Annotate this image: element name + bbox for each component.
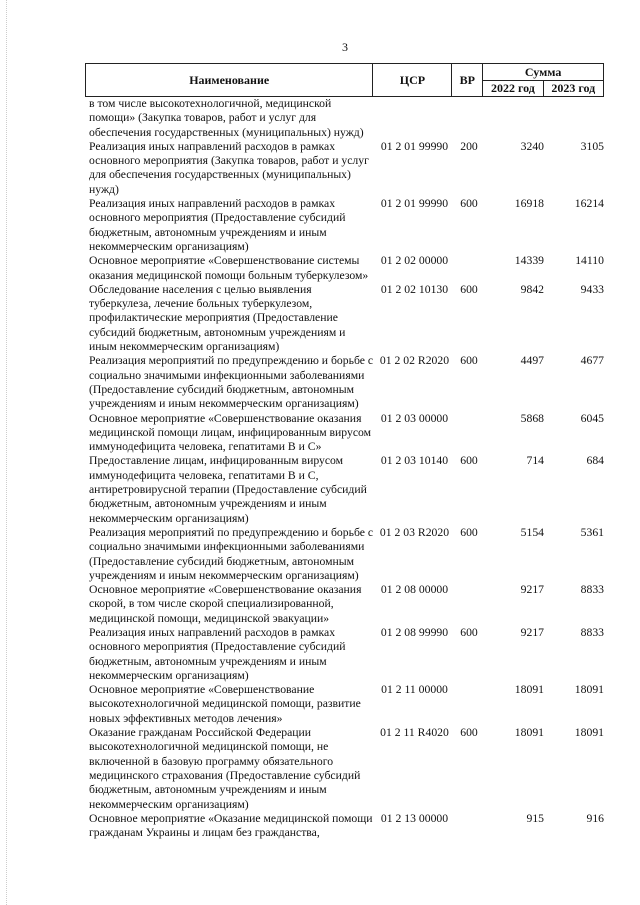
table-row xyxy=(85,812,604,841)
table-row xyxy=(85,526,604,583)
row-name: Реализация мероприятий по предупреждению и борьбе с социально значимыми инфекционными заболеваниями (Предоставление субсидий бюджетным, автономным учреждениям и иным некоммерческим организациям) xyxy=(89,525,374,582)
table-row xyxy=(85,140,604,197)
row-vr xyxy=(454,254,484,283)
row-code: 01 2 03 00000 xyxy=(380,411,449,425)
row-vr: 600 xyxy=(460,525,478,539)
row-name: в том числе высокотехнологичной, медицинской помощи» (Закупка товаров, работ и услуг для обеспечения государственных (муниципальных) нужд) xyxy=(89,97,364,139)
table-row xyxy=(85,626,604,683)
row-code: 01 2 02 R2020 xyxy=(379,354,450,368)
table-row xyxy=(85,197,604,254)
row-code: 01 2 03 R2020 xyxy=(379,525,450,539)
row-vr xyxy=(454,683,484,726)
row-amount-2022: 3240 xyxy=(520,139,544,153)
row-name: Основное мероприятие «Совершенствование высокотехнологичной медицинской помощи, развитие новых эффективных методов лечения» xyxy=(89,683,361,725)
row-name: Реализация иных направлений расходов в рамках основного мероприятия (Предоставление субсидий бюджетным, автономным учреждениям и иным некоммерческим организациям) xyxy=(89,197,346,253)
row-name: Реализация мероприятий по предупреждению и борьбе с социально значимыми инфекционными заболеваниями (Предоставление субсидий бюджетным, автономным учреждениям и иным некоммерческим организациям) xyxy=(89,354,374,411)
row-amount-2022: 915 xyxy=(526,811,544,825)
row-vr xyxy=(454,812,484,841)
row-vr: 600 xyxy=(460,197,478,211)
row-code: 01 2 08 99990 xyxy=(380,625,449,639)
row-code: 01 2 01 99990 xyxy=(380,197,449,211)
row-name: Предоставление лицам, инфицированным вирусом иммунодефицита человека, гепатитами В и С, антиретровирусной терапии (Предоставление субсидий бюджетным, автономным учреждениям и иным некоммерческим организациям) xyxy=(89,454,367,525)
row-amount-2023: 4677 xyxy=(580,354,604,368)
table-row xyxy=(85,354,604,411)
row-code: 01 2 01 99990 xyxy=(380,139,449,153)
row-amount-2023: 18091 xyxy=(574,726,604,740)
row-name: Реализация иных направлений расходов в рамках основного мероприятия (Предоставление субсидий бюджетным, автономным учреждениям и иным некоммерческим организациям) xyxy=(89,625,346,682)
row-name: Основное мероприятие «Совершенствование оказания медицинской помощи лицам, инфицированным вирусом иммунодефицита человека, гепатитами В и С» xyxy=(89,411,372,454)
table-row xyxy=(85,726,604,812)
table-body xyxy=(85,97,604,840)
header-year-2022: 2022 год xyxy=(483,81,543,97)
row-amount-2022: 714 xyxy=(526,454,544,468)
row-vr: 600 xyxy=(460,282,478,296)
row-vr: 600 xyxy=(460,726,478,740)
table-row xyxy=(85,683,604,726)
row-amount-2022: 14339 xyxy=(514,254,544,268)
row-amount-2023: 6045 xyxy=(580,411,604,425)
row-name: Основное мероприятие «Совершенствование системы оказания медицинской помощи больным туберкулезом» xyxy=(89,254,369,282)
row-amount-2022: 4497 xyxy=(520,354,544,368)
row-vr: 600 xyxy=(460,454,478,468)
row-amount-2023 xyxy=(544,97,604,140)
header-vr: ВР xyxy=(452,64,483,97)
table-header xyxy=(85,63,604,97)
row-amount-2023: 8833 xyxy=(580,625,604,639)
row-vr: 600 xyxy=(460,625,478,639)
table-row xyxy=(85,283,604,354)
row-amount-2023: 16214 xyxy=(574,197,604,211)
row-code: 01 2 08 00000 xyxy=(380,583,449,597)
row-vr: 200 xyxy=(460,139,478,153)
row-code: 01 2 13 00000 xyxy=(380,811,449,825)
row-amount-2022 xyxy=(484,97,544,140)
row-name: Основное мероприятие «Совершенствование оказания скорой, в том числе скорой специализированной, медицинской помощи, медицинской эвакуации» xyxy=(89,583,362,625)
header-year-2023: 2023 год xyxy=(543,81,603,97)
row-vr xyxy=(454,583,484,626)
row-name: Обследование населения с целью выявления туберкулеза, лечение больных туберкулезом, профилактические мероприятия (Предоставление субсидий бюджетным, автономным учреждениям и иным некоммерческим организациям) xyxy=(89,282,346,354)
row-amount-2022: 9842 xyxy=(520,282,544,296)
row-code: 01 2 03 10140 xyxy=(380,454,449,468)
row-amount-2022: 16918 xyxy=(514,197,544,211)
row-amount-2023: 684 xyxy=(586,454,604,468)
row-amount-2022: 18091 xyxy=(514,683,544,697)
table-row xyxy=(85,97,604,140)
row-code: 01 2 11 R4020 xyxy=(380,726,449,740)
header-sum: Сумма xyxy=(483,64,604,81)
page-scan-edge xyxy=(6,0,7,905)
row-name: Основное мероприятие «Оказание медицинской помощи гражданам Украины и лицам без гражданства, xyxy=(89,811,373,840)
row-code: 01 2 11 00000 xyxy=(381,683,448,697)
table-row xyxy=(85,454,604,525)
table-row xyxy=(85,412,604,455)
row-amount-2023: 14110 xyxy=(575,254,604,268)
row-amount-2022: 9217 xyxy=(520,625,544,639)
row-amount-2023: 8833 xyxy=(580,583,604,597)
page-number: 3 xyxy=(342,40,348,54)
row-amount-2023: 18091 xyxy=(574,683,604,697)
table-row xyxy=(85,254,604,283)
row-amount-2022: 5868 xyxy=(520,411,544,425)
row-code: 01 2 02 10130 xyxy=(380,282,449,296)
row-amount-2023: 916 xyxy=(586,811,604,825)
row-name: Оказание гражданам Российской Федерации высокотехнологичной медицинской помощи, не включенной в базовую программу обязательного медицинского страхования (Предоставление субсидий бюджетным, автономным учреждениям и иным некоммерческим организациям) xyxy=(89,726,361,811)
row-amount-2023: 5361 xyxy=(580,525,604,539)
row-amount-2022: 18091 xyxy=(514,726,544,740)
row-vr xyxy=(454,97,484,140)
row-vr: 600 xyxy=(460,354,478,368)
header-csr: ЦСР xyxy=(373,64,452,97)
row-vr xyxy=(454,412,484,455)
table-row xyxy=(85,583,604,626)
row-amount-2022: 5154 xyxy=(520,525,544,539)
header-name: Наименование xyxy=(86,64,373,97)
row-amount-2022: 9217 xyxy=(520,583,544,597)
row-code xyxy=(375,97,454,140)
row-name: Реализация иных направлений расходов в рамках основного мероприятия (Закупка товаров, работ и услуг для обеспечения государственных (муниципальных) нужд) xyxy=(89,139,369,196)
row-amount-2023: 3105 xyxy=(580,139,604,153)
row-amount-2023: 9433 xyxy=(580,282,604,296)
row-code: 01 2 02 00000 xyxy=(380,254,449,268)
